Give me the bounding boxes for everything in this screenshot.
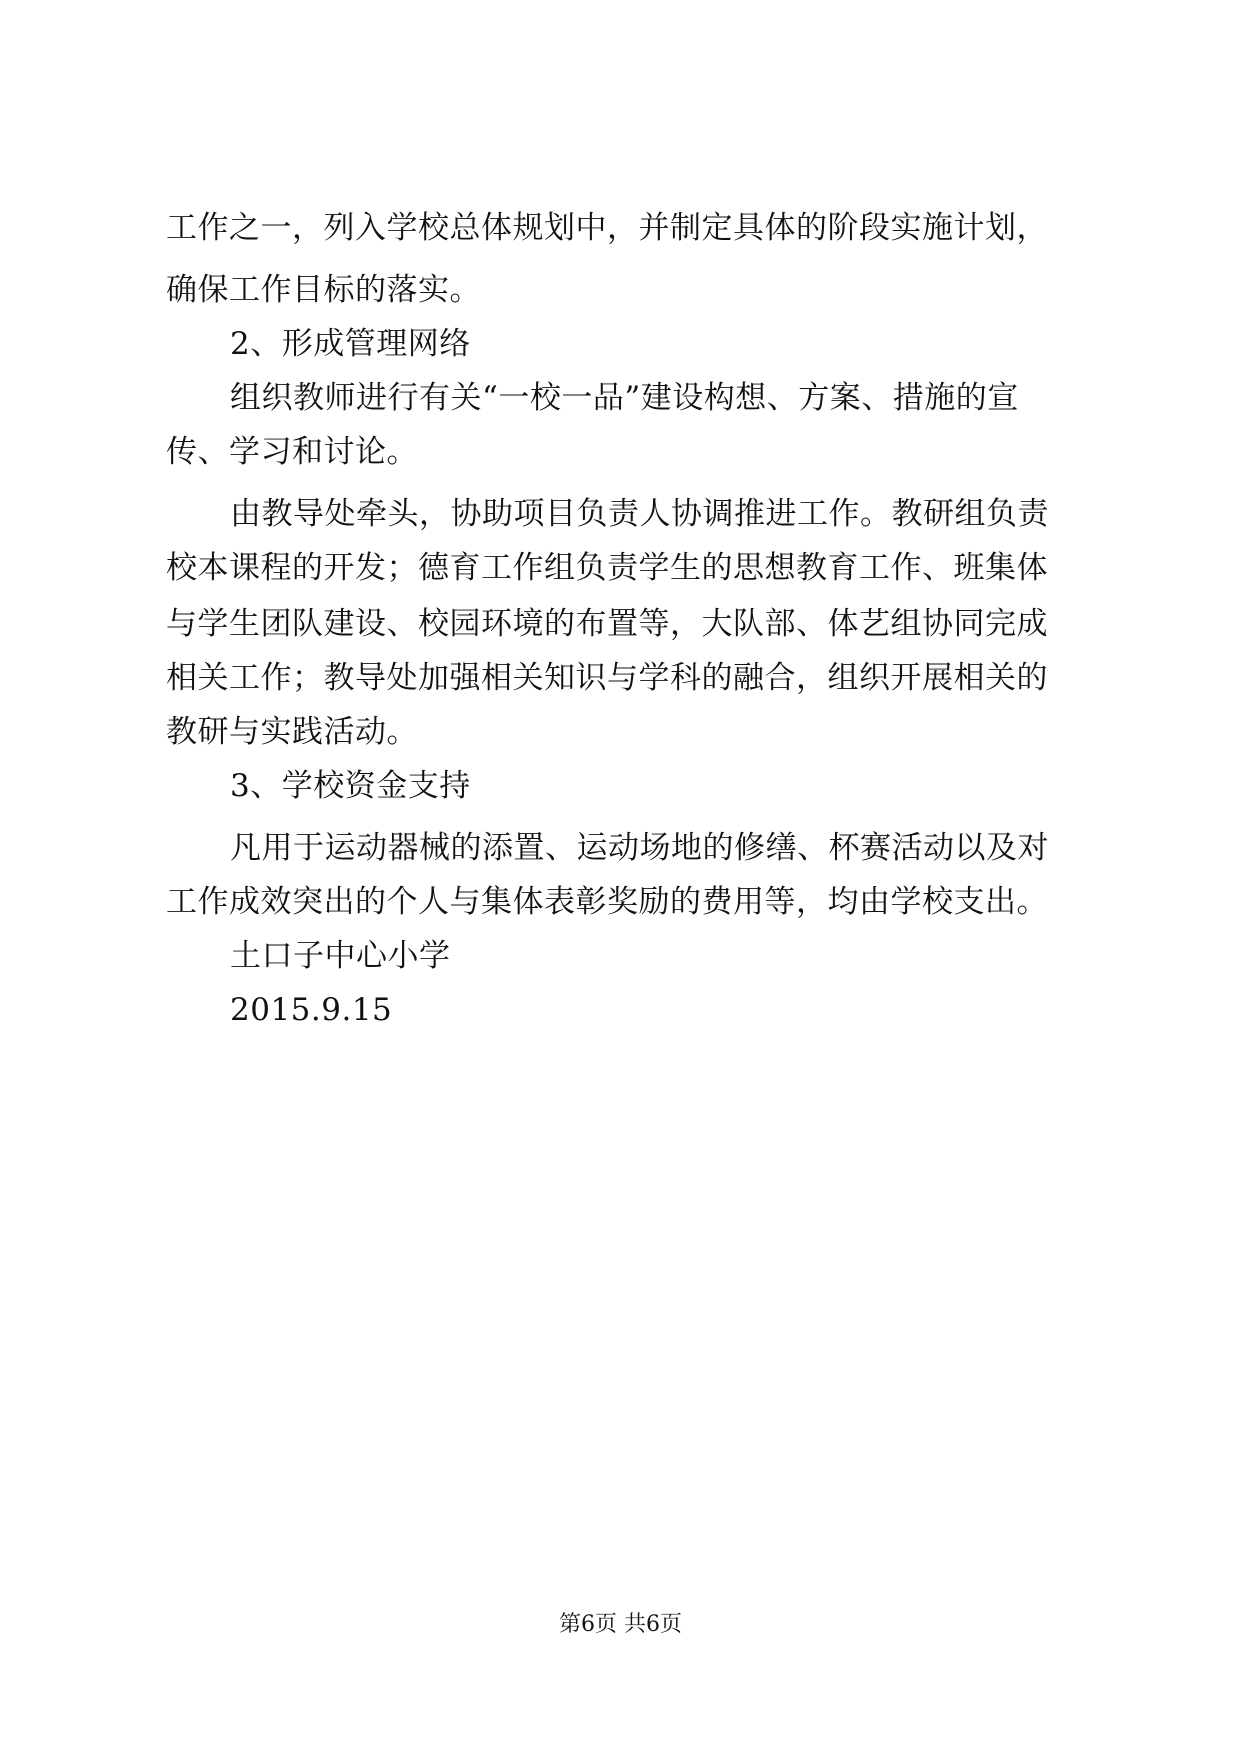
paragraph-line: 相关工作；教导处加强相关知识与学科的融合，组织开展相关的 [166,660,1048,696]
date-line: 2015.9.15 [230,992,393,1028]
paragraph-line: 教研与实践活动。 [166,714,418,750]
section-heading: 3、学校资金支持 [230,768,471,804]
paragraph-line: 传、学习和讨论。 [166,434,418,470]
paragraph-line: 工作成效突出的个人与集体表彰奖励的费用等，均由学校支出。 [166,884,1048,920]
paragraph-line: 校本课程的开发；德育工作组负责学生的思想教育工作、班集体 [166,550,1048,586]
paragraph-line: 与学生团队建设、校园环境的布置等，大队部、体艺组协同完成 [166,606,1048,642]
signature-line: 土口子中心小学 [230,938,451,974]
paragraph-line: 组织教师进行有关“一校一品”建设构想、方案、措施的宣 [230,380,1019,416]
section-heading: 2、形成管理网络 [230,326,471,362]
paragraph-line: 确保工作目标的落实。 [166,272,481,308]
paragraph-line: 由教导处牵头，协助项目负责人协调推进工作。教研组负责 [230,496,1049,532]
paragraph-line: 工作之一，列入学校总体规划中，并制定具体的阶段实施计划， [166,210,1048,246]
page-number-footer: 第6页 共6页 [559,1612,682,1637]
paragraph-line: 凡用于运动器械的添置、运动场地的修缮、杯赛活动以及对 [230,830,1049,866]
